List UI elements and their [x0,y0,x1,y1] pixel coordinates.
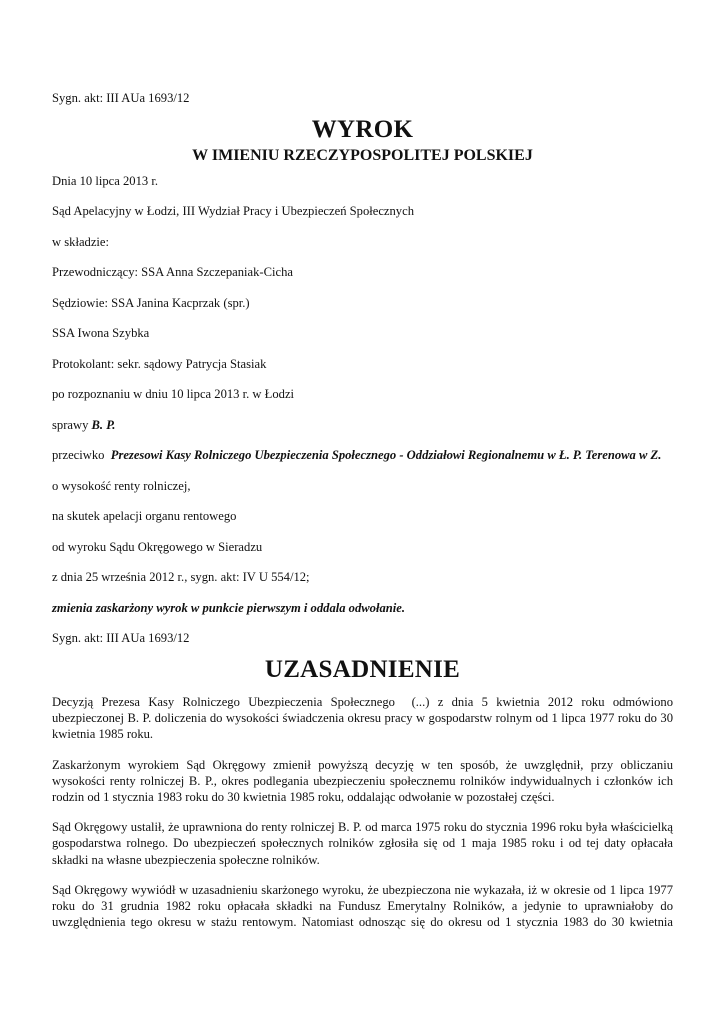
case-subject: o wysokość renty rolniczej, [52,478,191,493]
case-signature-top: Sygn. akt: III AUa 1693/12 [52,91,190,105]
judgment-title: WYROK [311,116,414,144]
case-party: B. P. [91,417,116,432]
court-name: Sąd Apelacyjny w Łodzi, III Wydział Pracy i Ubezpieczeń Społecznych [52,204,414,219]
against-prefix: przeciwko [52,448,111,463]
case-signature-justification: Sygn. akt: III AUa 1693/12 [52,631,190,646]
against-party: Prezesowi Kasy Rolniczego Ubezpieczenia Społecznego - Oddziałowi Regionalnemu w Ł. P. Terenowa w Z. [110,448,662,463]
court-clerk: Protokolant: sekr. sądowy Patrycja Stasiak [52,356,267,371]
appeal-basis: na skutek apelacji organu rentowego [52,509,237,524]
case-prefix: sprawy [52,417,92,432]
judges: Sędziowie: SSA Janina Kacprzak (spr.) [52,295,250,310]
justification-paragraph: Decyzją Prezesa Kasy Rolniczego Ubezpieczenia Społecznego (...) z dnia 5 kwietnia 2012 roku odmówiono ubezpieczonej B. P. doliczenia do wysokości świadczenia okresu pracy w gospodarstw rolnym od 1 lipca 1977 roku do 30 kwietnia 1985 roku. [52,694,677,742]
case-line [52,417,673,433]
justification-paragraph: Sąd Okręgowy ustalił, że uprawniona do renty rolniczej B. P. od marca 1975 roku do stycznia 1996 roku była właścicielką gospodarstwa rolnego. Do ubezpieczeń społecznych rolników zgłosiła się od 1 maja 1985 roku i od tej daty opłacała składki na własne ubezpieczenia społeczne rolników. [52,820,673,867]
judgment-subtitle: W IMIENIU RZECZYPOSPOLITEJ POLSKIEJ [192,146,533,164]
lower-court-judgment: od wyroku Sądu Okręgowego w Sieradzu [52,539,263,554]
presiding-judge: Przewodniczący: SSA Anna Szczepaniak-Cicha [52,265,293,280]
justification-paragraph: Sąd Okręgowy wywiódł w uzasadnieniu skarżonego wyroku, że ubezpieczona nie wykazała, iż w okresie od 1 lipca 1977 roku do 31 grudnia 1982 roku opłacała składki na Fundusz Emerytalny Rolników, a jedynie to uprawniałoby do uwzględnienia tego okresu w stażu rentowym. Natomiast odnosząc się do okresu od 1 stycznia 1983 do 30 kwietnia [52,883,673,930]
against-line [52,447,673,463]
justification-paragraph: Zaskarżonym wyrokiem Sąd Okręgowy zmienił powyższą decyzję w ten sposób, że uwzględnił, przy obliczaniu wysokości renty rolniczej B. P., okres podlegania ubezpieczeniu społecznemu rolników indywidualnych i członków ich rodzin od 1 stycznia 1983 roku do 30 kwietnia 1985 roku, oddalając odwołanie w pozostałej części. [52,757,673,804]
judgment-date: Dnia 10 lipca 2013 r. [52,173,158,188]
judge-second: SSA Iwona Szybka [52,326,150,341]
hearing-info: po rozpoznaniu w dniu 10 lipca 2013 r. w Łodzi [52,387,295,402]
ruling: zmienia zaskarżony wyrok w punkcie pierwszym i oddala odwołanie. [52,600,406,615]
justification-title: UZASADNIENIE [264,656,461,684]
lower-court-date: z dnia 25 września 2012 r., sygn. akt: IV U 554/12; [52,570,310,585]
composition-label: w składzie: [52,234,110,249]
